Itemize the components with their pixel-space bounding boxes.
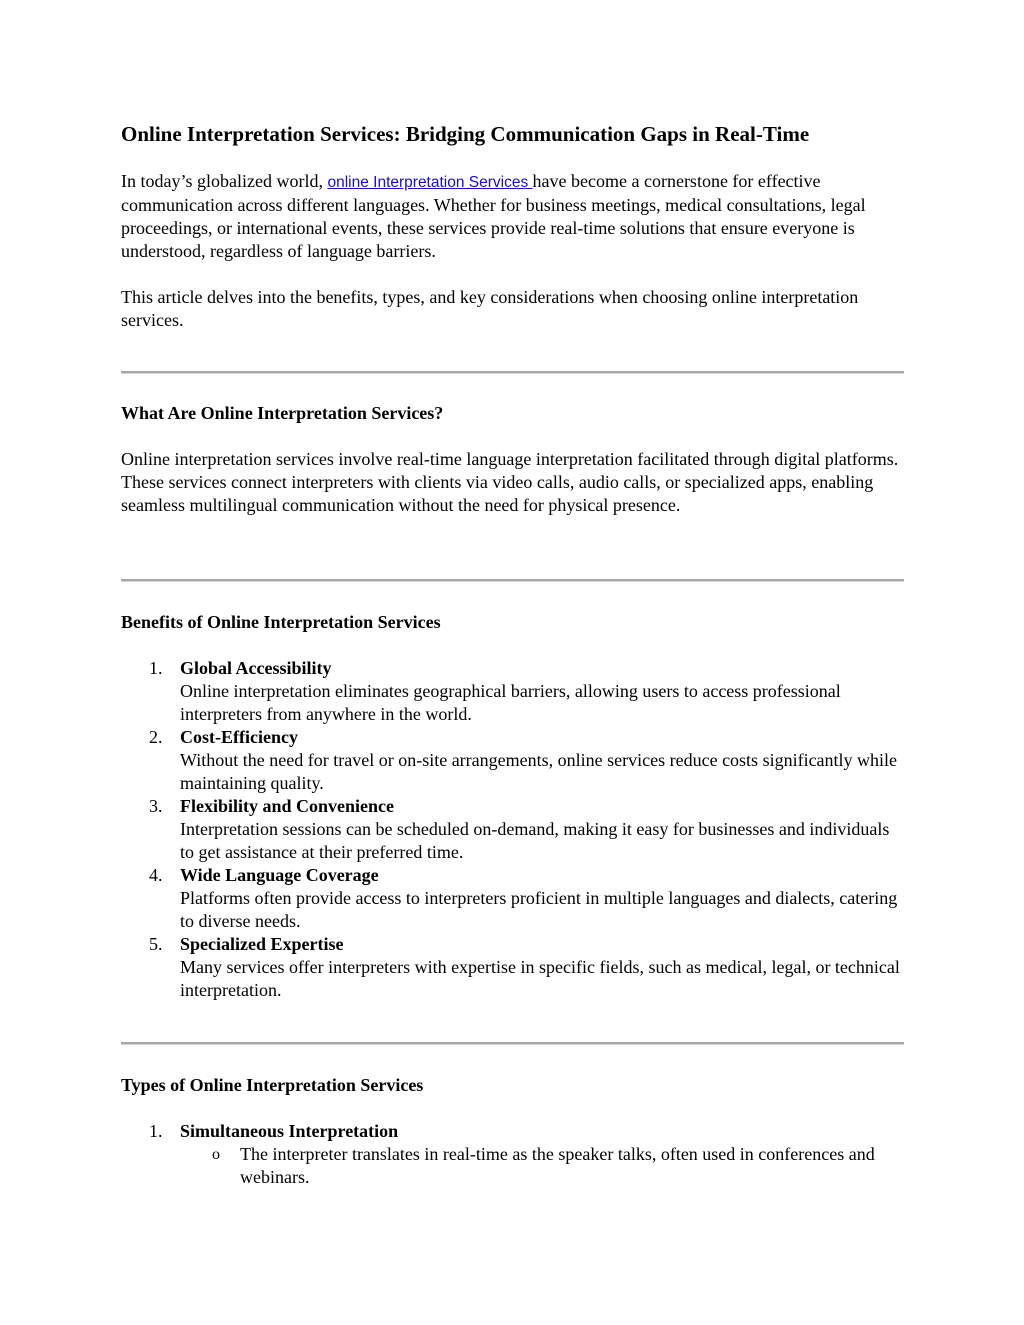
intro-paragraph-2: This article delves into the benefits, types, and key considerations when choosing online interpretation services. [121,287,859,330]
list-item-description: Without the need for travel or on-site arrangements, online services reduce costs significantly while maintaining quality. [180,750,898,793]
list-item [121,933,904,1002]
list-item [121,864,904,933]
list-number: 1. [149,1121,163,1141]
horizontal-rule [121,371,904,374]
benefits-list [121,657,904,1002]
bullet-icon: o [212,1146,220,1163]
intro-paragraph [121,170,904,263]
horizontal-rule [121,579,904,582]
horizontal-rule [121,1042,904,1045]
list-item-description: Online interpretation eliminates geographical barriers, allowing users to access professional interpreters from anywhere in the world. [180,681,841,724]
list-number: 2. [149,727,163,747]
sub-list [180,1143,904,1189]
intro-text-start: In today’s globalized world, [121,171,328,191]
section-heading-types: Types of Online Interpretation Services [121,1075,424,1095]
list-number: 4. [149,865,163,885]
list-item [121,795,904,864]
list-item-title: Flexibility and Convenience [180,796,395,816]
intro-text-end: have become a cornerstone for effective communication across different languages. Whether for business meetings, medical consultations, legal proceedings, or international events, these services provide real-time solutions that ensure everyone is understood, regardless of language barriers. [121,171,866,261]
list-item-description: Many services offer interpreters with expertise in specific fields, such as medical, legal, or technical interpretation. [180,957,900,1000]
list-item-description: Platforms often provide access to interpreters proficient in multiple languages and dialects, catering to diverse needs. [180,888,898,931]
section-heading-what: What Are Online Interpretation Services? [121,403,444,423]
sub-list-item [180,1143,904,1189]
sub-list-item-text: The interpreter translates in real-time as the speaker talks, often used in conferences and webinars. [240,1144,875,1187]
document-title: Online Interpretation Services: Bridging Communication Gaps in Real-Time [121,122,810,146]
list-item-description: Interpretation sessions can be scheduled on-demand, making it easy for businesses and individuals to get assistance at their preferred time. [180,819,890,862]
list-item [121,1120,904,1189]
list-number: 1. [149,658,163,678]
types-list [121,1120,904,1189]
list-item-title: Wide Language Coverage [180,865,379,885]
list-item [121,726,904,795]
online-interpretation-services-link[interactable]: online Interpretation Services [327,174,533,191]
section-body-what: Online interpretation services involve real-time language interpretation facilitated through digital platforms. These services connect interpreters with clients via video calls, audio calls, or specialized apps, enabling seamless multilingual communication without the need for physical presence. [121,449,899,515]
list-item-title: Simultaneous Interpretation [180,1121,399,1141]
list-item-title: Global Accessibility [180,658,332,678]
list-item [121,657,904,726]
list-item-title: Specialized Expertise [180,934,344,954]
list-number: 5. [149,934,163,954]
list-number: 3. [149,796,163,816]
list-item-title: Cost-Efficiency [180,727,298,747]
section-heading-benefits: Benefits of Online Interpretation Services [121,612,441,632]
